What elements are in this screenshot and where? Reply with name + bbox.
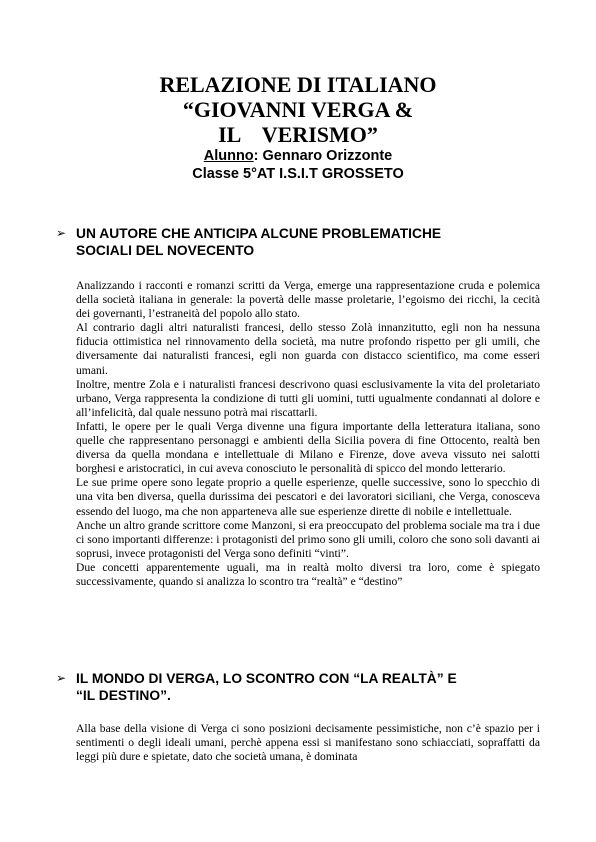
- paragraph: Al contrario dagli altri naturalisti francesi, dello stesso Zolà innanzitutto, egli non ha nessuna fiducia ottimistica nel rinnovamento della società, ma nutre profondo rispetto per gli umili, che diversamente dai naturalisti francesi, egli non guarda con distacco scientifico, ma come esseri umani.: [76, 321, 540, 377]
- paragraph: Anche un altro grande scrittore come Manzoni, si era preoccupato del problema sociale ma tra i due ci sono importanti differenze: i protagonisti del primo sono gli umili, coloro che sono soli davanti ai soprusi, invece protagonisti del Verga sono definiti “vinti”.: [76, 518, 540, 560]
- paragraph: Analizzando i racconti e romanzi scritti da Verga, emerge una rappresentazione cruda e polemica della società italiana in generale: la povertà delle masse proletarie, l’egoismo dei ricchi, la cecità dei governanti, l’estraneità del popolo allo stato.: [76, 279, 540, 321]
- student-label: Alunno: [203, 148, 254, 164]
- title-line-2: “GIOVANNI VERGA &: [182, 97, 414, 122]
- section-body-2: [76, 722, 540, 764]
- paragraph: Inoltre, mentre Zola e i naturalisti francesi descrivono quasi esclusivamente la vita del proletariato urbano, Verga rappresenta la condizione di tutti gli uomini, tutti ugualmente condannati al dolore e all’infelicità, dal quale nessuno potrà mai riscattarli.: [76, 377, 540, 419]
- paragraph: Infatti, le opere per le quali Verga divenne una figura importante della letteratura italiana, sono quelle che rappresentano personaggi e ambienti della Sicilia povera di fine Ottocento, realtà ben diversa da quella mondana e intellettuale di Milano e Firenze, dove aveva vissuto nei salotti borghesi e aristocratici, in cui aveva conosciuto le personalità di spicco del mondo letterario.: [76, 419, 540, 476]
- title-block: [0, 72, 596, 183]
- heading-line: SOCIALI DEL NOVECENTO: [76, 243, 255, 258]
- section-heading-2: [56, 670, 546, 704]
- paragraph: Alla base della visione di Verga ci sono posizioni decisamente pessimistiche, non c’è spazio per i sentimenti o degli ideali umani, perchè appena essi si manifestano sono schiacciati, sopraffatti da leggi più dure e spietate, dato che società umana, è dominata: [76, 722, 540, 764]
- heading-line: UN AUTORE CHE ANTICIPA ALCUNE PROBLEMATICHE: [76, 226, 442, 241]
- title-line-3: IL VERISMO”: [218, 122, 378, 147]
- heading-line: IL MONDO DI VERGA, LO SCONTRO CON “LA REALTÀ” E: [76, 671, 457, 686]
- section-body-1: [76, 279, 540, 589]
- arrowhead-bullet-icon: ➢: [56, 226, 67, 240]
- class-line: Classe 5°AT I.S.I.T GROSSETO: [192, 166, 404, 182]
- section-heading-1: [56, 225, 546, 259]
- student-line: [0, 147, 596, 165]
- arrowhead-bullet-icon: ➢: [56, 671, 67, 685]
- title-line-1: RELAZIONE DI ITALIANO: [159, 72, 437, 97]
- paragraph: Le sue prime opere sono legate proprio a quelle esperienze, quelle successive, sono lo specchio di una vita ben diversa, quella durissima dei pescatori e dei lavoratori siciliani, che Verga, conosceva essendo del luogo, ma che non apparteneva alle sue esperienze dirette di nobile e intellettuale.: [76, 476, 540, 518]
- paragraph: Due concetti apparentemente uguali, ma in realtà molto diversi tra loro, come è spiegato successivamente, quando si analizza lo scontro tra “realtà” e “destino”: [76, 560, 540, 588]
- student-name: : Gennaro Orizzonte: [253, 148, 393, 164]
- heading-line: “IL DESTINO”.: [76, 688, 171, 703]
